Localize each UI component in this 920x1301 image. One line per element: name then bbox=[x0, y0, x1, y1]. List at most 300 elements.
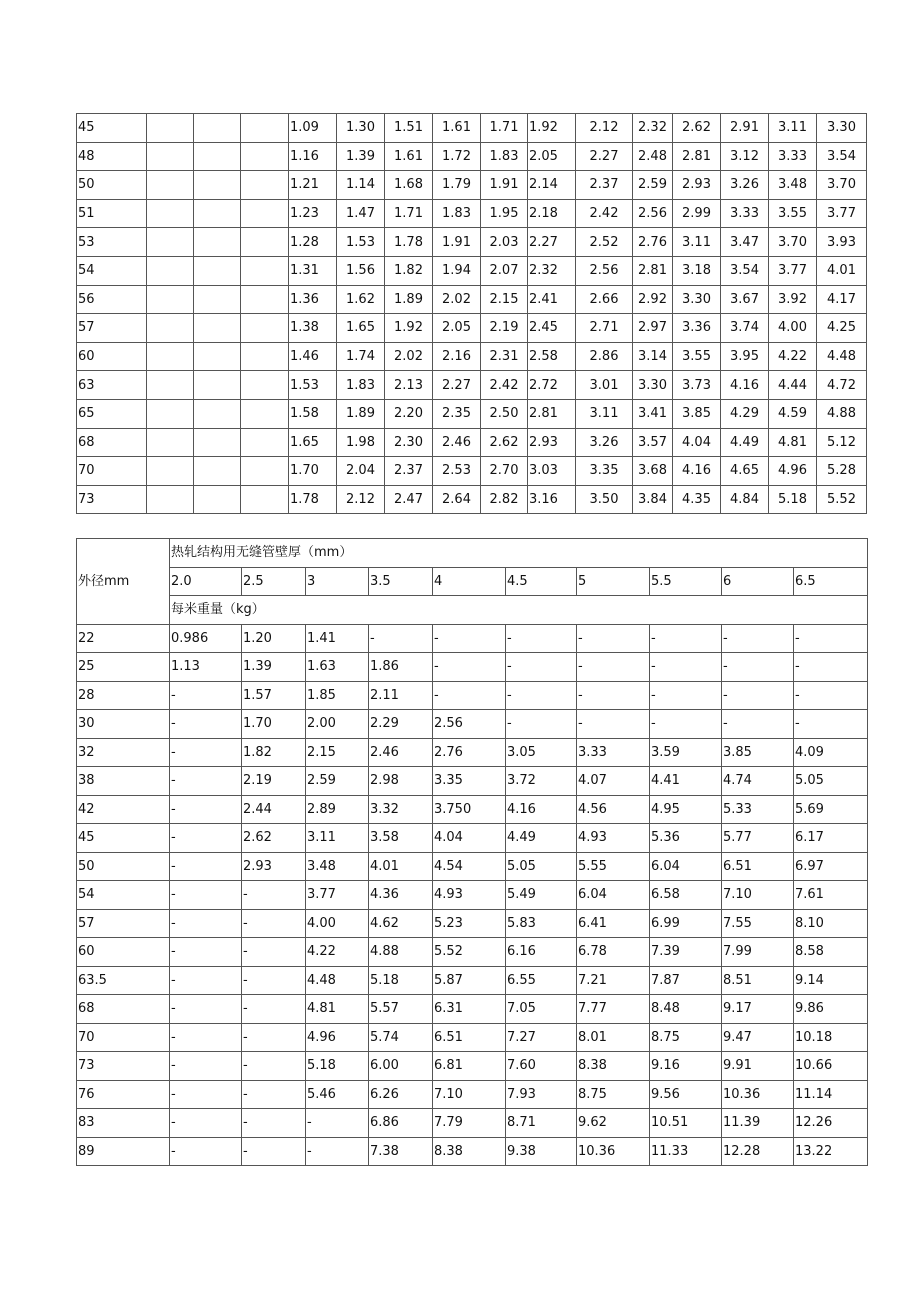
table-row bbox=[77, 428, 867, 457]
weight-cell bbox=[241, 142, 289, 171]
weight-cell: 8.48 bbox=[650, 995, 722, 1024]
weight-cell: 4.93 bbox=[433, 881, 506, 910]
weight-cell: 5.18 bbox=[769, 485, 817, 514]
weight-cell: 2.46 bbox=[433, 428, 481, 457]
weight-cell bbox=[194, 342, 241, 371]
table-row bbox=[77, 256, 867, 285]
thickness-header-cell: 2.5 bbox=[242, 567, 306, 596]
weight-cell: 3.58 bbox=[369, 824, 433, 853]
table-row bbox=[77, 314, 867, 343]
weight-cell: 4.16 bbox=[506, 795, 577, 824]
thickness-header-cell: 5.5 bbox=[650, 567, 722, 596]
weight-cell: 1.83 bbox=[481, 142, 528, 171]
weight-cell: 4.93 bbox=[577, 824, 650, 853]
weight-cell: 1.21 bbox=[289, 171, 337, 200]
weight-cell: 1.58 bbox=[289, 399, 337, 428]
weight-cell: - bbox=[170, 852, 242, 881]
weight-cell: 3.11 bbox=[673, 228, 721, 257]
weight-cell: 7.27 bbox=[506, 1023, 577, 1052]
weight-cell: 7.10 bbox=[722, 881, 794, 910]
weight-cell: 4.49 bbox=[721, 428, 769, 457]
weight-cell: 2.37 bbox=[385, 457, 433, 486]
weight-cell: 1.13 bbox=[170, 653, 242, 682]
weight-cell: 1.14 bbox=[337, 171, 385, 200]
weight-cell: 3.73 bbox=[673, 371, 721, 400]
weight-cell: - bbox=[306, 1109, 369, 1138]
weight-cell bbox=[147, 199, 194, 228]
weight-cell: 2.35 bbox=[433, 399, 481, 428]
weight-cell: 2.15 bbox=[306, 738, 369, 767]
weight-cell: - bbox=[242, 881, 306, 910]
weight-cell: 1.78 bbox=[385, 228, 433, 257]
weight-cell: 8.71 bbox=[506, 1109, 577, 1138]
weight-cell: 1.51 bbox=[385, 114, 433, 143]
weight-cell: 4.01 bbox=[369, 852, 433, 881]
weight-cell: 2.56 bbox=[633, 199, 673, 228]
weight-cell: 2.98 bbox=[369, 767, 433, 796]
weight-cell: 5.18 bbox=[369, 966, 433, 995]
weight-cell: 3.11 bbox=[769, 114, 817, 143]
weight-cell: 3.33 bbox=[721, 199, 769, 228]
weight-cell: 4.54 bbox=[433, 852, 506, 881]
outer-diameter-cell: 60 bbox=[77, 938, 170, 967]
weight-cell: 2.81 bbox=[673, 142, 721, 171]
weight-cell: 3.70 bbox=[769, 228, 817, 257]
weight-cell: 4.16 bbox=[721, 371, 769, 400]
weight-cell: - bbox=[242, 938, 306, 967]
weight-cell: 5.52 bbox=[433, 938, 506, 967]
weight-cell: 3.92 bbox=[769, 285, 817, 314]
weight-cell: 3.72 bbox=[506, 767, 577, 796]
outer-diameter-cell: 38 bbox=[77, 767, 170, 796]
table-row bbox=[77, 795, 868, 824]
weight-cell: 4.84 bbox=[721, 485, 769, 514]
weight-cell: 4.22 bbox=[769, 342, 817, 371]
weight-cell: - bbox=[170, 1109, 242, 1138]
weight-cell: 3.55 bbox=[673, 342, 721, 371]
weight-cell bbox=[147, 114, 194, 143]
weight-cell: 2.92 bbox=[633, 285, 673, 314]
weight-cell bbox=[194, 228, 241, 257]
weight-cell: - bbox=[170, 1052, 242, 1081]
weight-cell: - bbox=[170, 995, 242, 1024]
outer-diameter-cell: 63 bbox=[77, 371, 147, 400]
weight-cell: 2.30 bbox=[385, 428, 433, 457]
weight-cell: - bbox=[577, 653, 650, 682]
weight-cell: 6.81 bbox=[433, 1052, 506, 1081]
outer-diameter-cell: 45 bbox=[77, 114, 147, 143]
weight-cell: 3.59 bbox=[650, 738, 722, 767]
table-row bbox=[77, 938, 868, 967]
weight-cell: 8.75 bbox=[650, 1023, 722, 1052]
weight-cell: 2.59 bbox=[306, 767, 369, 796]
outer-diameter-cell: 89 bbox=[77, 1137, 170, 1166]
weight-cell bbox=[147, 171, 194, 200]
weight-cell: 3.41 bbox=[633, 399, 673, 428]
weight-cell: 5.46 bbox=[306, 1080, 369, 1109]
weight-cell: 3.67 bbox=[721, 285, 769, 314]
table-row bbox=[77, 909, 868, 938]
weight-cell: 3.95 bbox=[721, 342, 769, 371]
weight-cell bbox=[241, 285, 289, 314]
weight-cell bbox=[194, 399, 241, 428]
thickness-header-cell: 3.5 bbox=[369, 567, 433, 596]
outer-diameter-cell: 60 bbox=[77, 342, 147, 371]
weight-cell: 2.14 bbox=[528, 171, 576, 200]
weight-cell: 4.00 bbox=[306, 909, 369, 938]
table-row bbox=[77, 1137, 868, 1166]
weight-cell: 1.63 bbox=[306, 653, 369, 682]
weight-cell: 2.82 bbox=[481, 485, 528, 514]
weight-cell: 3.30 bbox=[817, 114, 867, 143]
outer-diameter-cell: 54 bbox=[77, 256, 147, 285]
weight-cell: 7.99 bbox=[722, 938, 794, 967]
weight-cell: 3.03 bbox=[528, 457, 576, 486]
weight-cell: 4.22 bbox=[306, 938, 369, 967]
weight-cell: - bbox=[170, 738, 242, 767]
weight-cell: 6.26 bbox=[369, 1080, 433, 1109]
weight-cell: - bbox=[170, 710, 242, 739]
weight-cell: 6.78 bbox=[577, 938, 650, 967]
weight-cell bbox=[241, 228, 289, 257]
weight-cell bbox=[194, 285, 241, 314]
weight-cell: 2.93 bbox=[528, 428, 576, 457]
weight-cell: 3.84 bbox=[633, 485, 673, 514]
weight-cell: 7.05 bbox=[506, 995, 577, 1024]
weight-cell: 1.94 bbox=[433, 256, 481, 285]
table-row bbox=[77, 767, 868, 796]
weight-cell: 7.93 bbox=[506, 1080, 577, 1109]
weight-cell: 5.28 bbox=[817, 457, 867, 486]
table-row bbox=[77, 1052, 868, 1081]
table-row bbox=[77, 485, 867, 514]
weight-cell: 1.61 bbox=[433, 114, 481, 143]
weight-cell: 4.07 bbox=[577, 767, 650, 796]
weight-cell: 3.26 bbox=[721, 171, 769, 200]
weight-cell: 4.74 bbox=[722, 767, 794, 796]
weight-cell: 1.23 bbox=[289, 199, 337, 228]
weight-cell: 7.60 bbox=[506, 1052, 577, 1081]
weight-cell: 4.48 bbox=[817, 342, 867, 371]
weight-cell: 3.50 bbox=[576, 485, 633, 514]
weight-cell: 3.85 bbox=[722, 738, 794, 767]
weight-cell: 3.74 bbox=[721, 314, 769, 343]
weight-cell bbox=[241, 256, 289, 285]
weight-cell bbox=[241, 314, 289, 343]
weight-cell bbox=[241, 114, 289, 143]
weight-cell: 4.81 bbox=[306, 995, 369, 1024]
table-row bbox=[77, 228, 867, 257]
weight-cell: 11.33 bbox=[650, 1137, 722, 1166]
weight-cell: 1.09 bbox=[289, 114, 337, 143]
outer-diameter-cell: 50 bbox=[77, 852, 170, 881]
weight-cell: 2.31 bbox=[481, 342, 528, 371]
weight-cell: 1.79 bbox=[433, 171, 481, 200]
weight-cell: 10.66 bbox=[794, 1052, 868, 1081]
weight-cell: 1.36 bbox=[289, 285, 337, 314]
weight-cell: 1.56 bbox=[337, 256, 385, 285]
table-row bbox=[77, 171, 867, 200]
weight-cell: 4.96 bbox=[769, 457, 817, 486]
weight-cell: - bbox=[170, 1023, 242, 1052]
weight-cell: 2.99 bbox=[673, 199, 721, 228]
weight-cell: 1.47 bbox=[337, 199, 385, 228]
outer-diameter-cell: 57 bbox=[77, 909, 170, 938]
weight-cell: 2.04 bbox=[337, 457, 385, 486]
weight-cell: 2.76 bbox=[633, 228, 673, 257]
weight-cell: 4.81 bbox=[769, 428, 817, 457]
weight-cell: 9.16 bbox=[650, 1052, 722, 1081]
weight-cell: - bbox=[577, 681, 650, 710]
weight-cell: 3.85 bbox=[673, 399, 721, 428]
weight-cell: 3.16 bbox=[528, 485, 576, 514]
weight-cell: 4.16 bbox=[673, 457, 721, 486]
table-row bbox=[77, 285, 867, 314]
weight-cell: 2.44 bbox=[242, 795, 306, 824]
outer-diameter-cell: 30 bbox=[77, 710, 170, 739]
hot-rolled-seamless-pipe-table bbox=[76, 538, 868, 1166]
weight-cell: 3.14 bbox=[633, 342, 673, 371]
weight-cell: 2.20 bbox=[385, 399, 433, 428]
weight-cell: 1.91 bbox=[481, 171, 528, 200]
weight-cell: - bbox=[794, 653, 868, 682]
weight-cell: 1.28 bbox=[289, 228, 337, 257]
weight-cell: - bbox=[722, 624, 794, 653]
weight-cell: 2.66 bbox=[576, 285, 633, 314]
table-row bbox=[77, 966, 868, 995]
table-row bbox=[77, 653, 868, 682]
weight-cell: 2.71 bbox=[576, 314, 633, 343]
weight-cell: 6.31 bbox=[433, 995, 506, 1024]
weight-cell: 2.03 bbox=[481, 228, 528, 257]
weight-cell: 7.55 bbox=[722, 909, 794, 938]
weight-cell: - bbox=[170, 795, 242, 824]
table-row bbox=[77, 824, 868, 853]
weight-cell: 4.04 bbox=[673, 428, 721, 457]
weight-cell: - bbox=[506, 624, 577, 653]
weight-cell: 3.77 bbox=[769, 256, 817, 285]
outer-diameter-cell: 22 bbox=[77, 624, 170, 653]
weight-cell: 6.51 bbox=[433, 1023, 506, 1052]
weight-cell: 2.29 bbox=[369, 710, 433, 739]
weight-cell: - bbox=[170, 938, 242, 967]
weight-cell: 7.10 bbox=[433, 1080, 506, 1109]
weight-cell: 1.91 bbox=[433, 228, 481, 257]
weight-cell: 4.72 bbox=[817, 371, 867, 400]
outer-diameter-cell: 48 bbox=[77, 142, 147, 171]
weight-cell: 9.14 bbox=[794, 966, 868, 995]
weight-cell: - bbox=[650, 710, 722, 739]
outer-diameter-cell: 63.5 bbox=[77, 966, 170, 995]
weight-cell: 2.48 bbox=[633, 142, 673, 171]
weight-cell: 9.91 bbox=[722, 1052, 794, 1081]
weight-cell bbox=[241, 342, 289, 371]
weight-cell bbox=[194, 457, 241, 486]
weight-cell: - bbox=[242, 1052, 306, 1081]
weight-cell bbox=[147, 228, 194, 257]
weight-cell: 9.47 bbox=[722, 1023, 794, 1052]
weight-cell: - bbox=[170, 881, 242, 910]
weight-cell: 2.86 bbox=[576, 342, 633, 371]
weight-cell: 1.70 bbox=[242, 710, 306, 739]
weight-cell: 2.93 bbox=[673, 171, 721, 200]
weight-cell: 3.48 bbox=[769, 171, 817, 200]
weight-cell: 1.89 bbox=[337, 399, 385, 428]
weight-cell: 2.19 bbox=[242, 767, 306, 796]
weight-cell: 2.52 bbox=[576, 228, 633, 257]
weight-cell: - bbox=[506, 710, 577, 739]
weight-cell: 11.14 bbox=[794, 1080, 868, 1109]
outer-diameter-cell: 83 bbox=[77, 1109, 170, 1138]
weight-cell: 7.77 bbox=[577, 995, 650, 1024]
weight-cell: - bbox=[433, 653, 506, 682]
weight-cell: 7.87 bbox=[650, 966, 722, 995]
weight-cell: 6.97 bbox=[794, 852, 868, 881]
weight-cell: 3.93 bbox=[817, 228, 867, 257]
weight-cell: 1.61 bbox=[385, 142, 433, 171]
table-row bbox=[77, 371, 867, 400]
weight-cell: 10.51 bbox=[650, 1109, 722, 1138]
weight-cell: 1.86 bbox=[369, 653, 433, 682]
weight-cell: 2.42 bbox=[481, 371, 528, 400]
weight-cell bbox=[147, 314, 194, 343]
weight-cell bbox=[147, 485, 194, 514]
weight-cell bbox=[147, 371, 194, 400]
weight-cell: 4.49 bbox=[506, 824, 577, 853]
weight-cell: 3.32 bbox=[369, 795, 433, 824]
weight-cell: 6.41 bbox=[577, 909, 650, 938]
outer-diameter-cell: 45 bbox=[77, 824, 170, 853]
weight-cell: 2.19 bbox=[481, 314, 528, 343]
weight-cell: 12.28 bbox=[722, 1137, 794, 1166]
weight-cell bbox=[241, 428, 289, 457]
weight-cell: 2.76 bbox=[433, 738, 506, 767]
weight-cell: 2.59 bbox=[633, 171, 673, 200]
weight-cell: 6.55 bbox=[506, 966, 577, 995]
weight-cell bbox=[147, 285, 194, 314]
thickness-header-cell: 6 bbox=[722, 567, 794, 596]
weight-cell: 4.29 bbox=[721, 399, 769, 428]
weight-cell: 6.99 bbox=[650, 909, 722, 938]
table-row bbox=[77, 1023, 868, 1052]
weight-cell: 2.37 bbox=[576, 171, 633, 200]
weight-cell: 2.27 bbox=[576, 142, 633, 171]
table-row bbox=[77, 681, 868, 710]
weight-cell bbox=[194, 256, 241, 285]
weight-cell: 5.57 bbox=[369, 995, 433, 1024]
weight-cell bbox=[194, 485, 241, 514]
weight-cell: 4.09 bbox=[794, 738, 868, 767]
outer-diameter-cell: 53 bbox=[77, 228, 147, 257]
weight-cell: - bbox=[794, 681, 868, 710]
table-row bbox=[77, 624, 868, 653]
weight-cell: - bbox=[577, 710, 650, 739]
weight-cell: 5.05 bbox=[506, 852, 577, 881]
weight-cell: 6.00 bbox=[369, 1052, 433, 1081]
weight-cell: 6.86 bbox=[369, 1109, 433, 1138]
table-row bbox=[77, 881, 868, 910]
outer-diameter-cell: 70 bbox=[77, 1023, 170, 1052]
outer-diameter-cell: 68 bbox=[77, 995, 170, 1024]
weight-cell: 8.10 bbox=[794, 909, 868, 938]
thickness-header-cell: 2.0 bbox=[170, 567, 242, 596]
weight-cell: 2.56 bbox=[433, 710, 506, 739]
weight-cell: 2.05 bbox=[528, 142, 576, 171]
weight-cell: 1.71 bbox=[385, 199, 433, 228]
outer-diameter-cell: 76 bbox=[77, 1080, 170, 1109]
weight-cell: 3.33 bbox=[769, 142, 817, 171]
weight-cell: 1.92 bbox=[528, 114, 576, 143]
weight-cell: - bbox=[242, 1137, 306, 1166]
table-row bbox=[77, 457, 867, 486]
weight-cell: 2.18 bbox=[528, 199, 576, 228]
weight-cell: 1.53 bbox=[289, 371, 337, 400]
weight-cell: 3.26 bbox=[576, 428, 633, 457]
thickness-header-cell: 3 bbox=[306, 567, 369, 596]
weight-cell: 1.95 bbox=[481, 199, 528, 228]
weight-cell: 6.04 bbox=[650, 852, 722, 881]
weight-cell: - bbox=[650, 681, 722, 710]
thickness-header-cell: 4.5 bbox=[506, 567, 577, 596]
weight-cell: 2.81 bbox=[528, 399, 576, 428]
weight-cell: - bbox=[433, 624, 506, 653]
outer-diameter-cell: 73 bbox=[77, 1052, 170, 1081]
weight-cell: - bbox=[650, 653, 722, 682]
weight-cell: - bbox=[242, 1109, 306, 1138]
weight-cell: 8.58 bbox=[794, 938, 868, 967]
weight-cell: - bbox=[722, 681, 794, 710]
weight-cell: 5.36 bbox=[650, 824, 722, 853]
weight-cell: 9.62 bbox=[577, 1109, 650, 1138]
outer-diameter-cell: 73 bbox=[77, 485, 147, 514]
weight-cell: 3.55 bbox=[769, 199, 817, 228]
weight-cell: 12.26 bbox=[794, 1109, 868, 1138]
table-row bbox=[77, 1080, 868, 1109]
weight-cell: 4.04 bbox=[433, 824, 506, 853]
weight-cell: 2.50 bbox=[481, 399, 528, 428]
weight-cell bbox=[194, 199, 241, 228]
weight-cell: 2.41 bbox=[528, 285, 576, 314]
weight-cell: 1.83 bbox=[337, 371, 385, 400]
weight-cell: 5.05 bbox=[794, 767, 868, 796]
weight-cell: 1.38 bbox=[289, 314, 337, 343]
outer-diameter-cell: 65 bbox=[77, 399, 147, 428]
weight-cell: 2.32 bbox=[528, 256, 576, 285]
weight-cell bbox=[147, 457, 194, 486]
thickness-header-row bbox=[77, 567, 868, 596]
weight-cell: 5.12 bbox=[817, 428, 867, 457]
weight-cell: 6.16 bbox=[506, 938, 577, 967]
weight-cell: 8.75 bbox=[577, 1080, 650, 1109]
weight-cell: 4.35 bbox=[673, 485, 721, 514]
weight-cell: 10.36 bbox=[722, 1080, 794, 1109]
weight-cell: 2.05 bbox=[433, 314, 481, 343]
table-row bbox=[77, 342, 867, 371]
weight-cell: 2.02 bbox=[433, 285, 481, 314]
weight-cell: 5.87 bbox=[433, 966, 506, 995]
weight-cell: 3.30 bbox=[633, 371, 673, 400]
weight-cell: 5.69 bbox=[794, 795, 868, 824]
weight-cell: 2.93 bbox=[242, 852, 306, 881]
weight-cell bbox=[241, 171, 289, 200]
weight-cell: 1.30 bbox=[337, 114, 385, 143]
weight-cell: 4.59 bbox=[769, 399, 817, 428]
weight-cell bbox=[194, 171, 241, 200]
outer-diameter-cell: 25 bbox=[77, 653, 170, 682]
weight-cell: 2.97 bbox=[633, 314, 673, 343]
weight-cell: 3.68 bbox=[633, 457, 673, 486]
weight-cell: 4.88 bbox=[817, 399, 867, 428]
